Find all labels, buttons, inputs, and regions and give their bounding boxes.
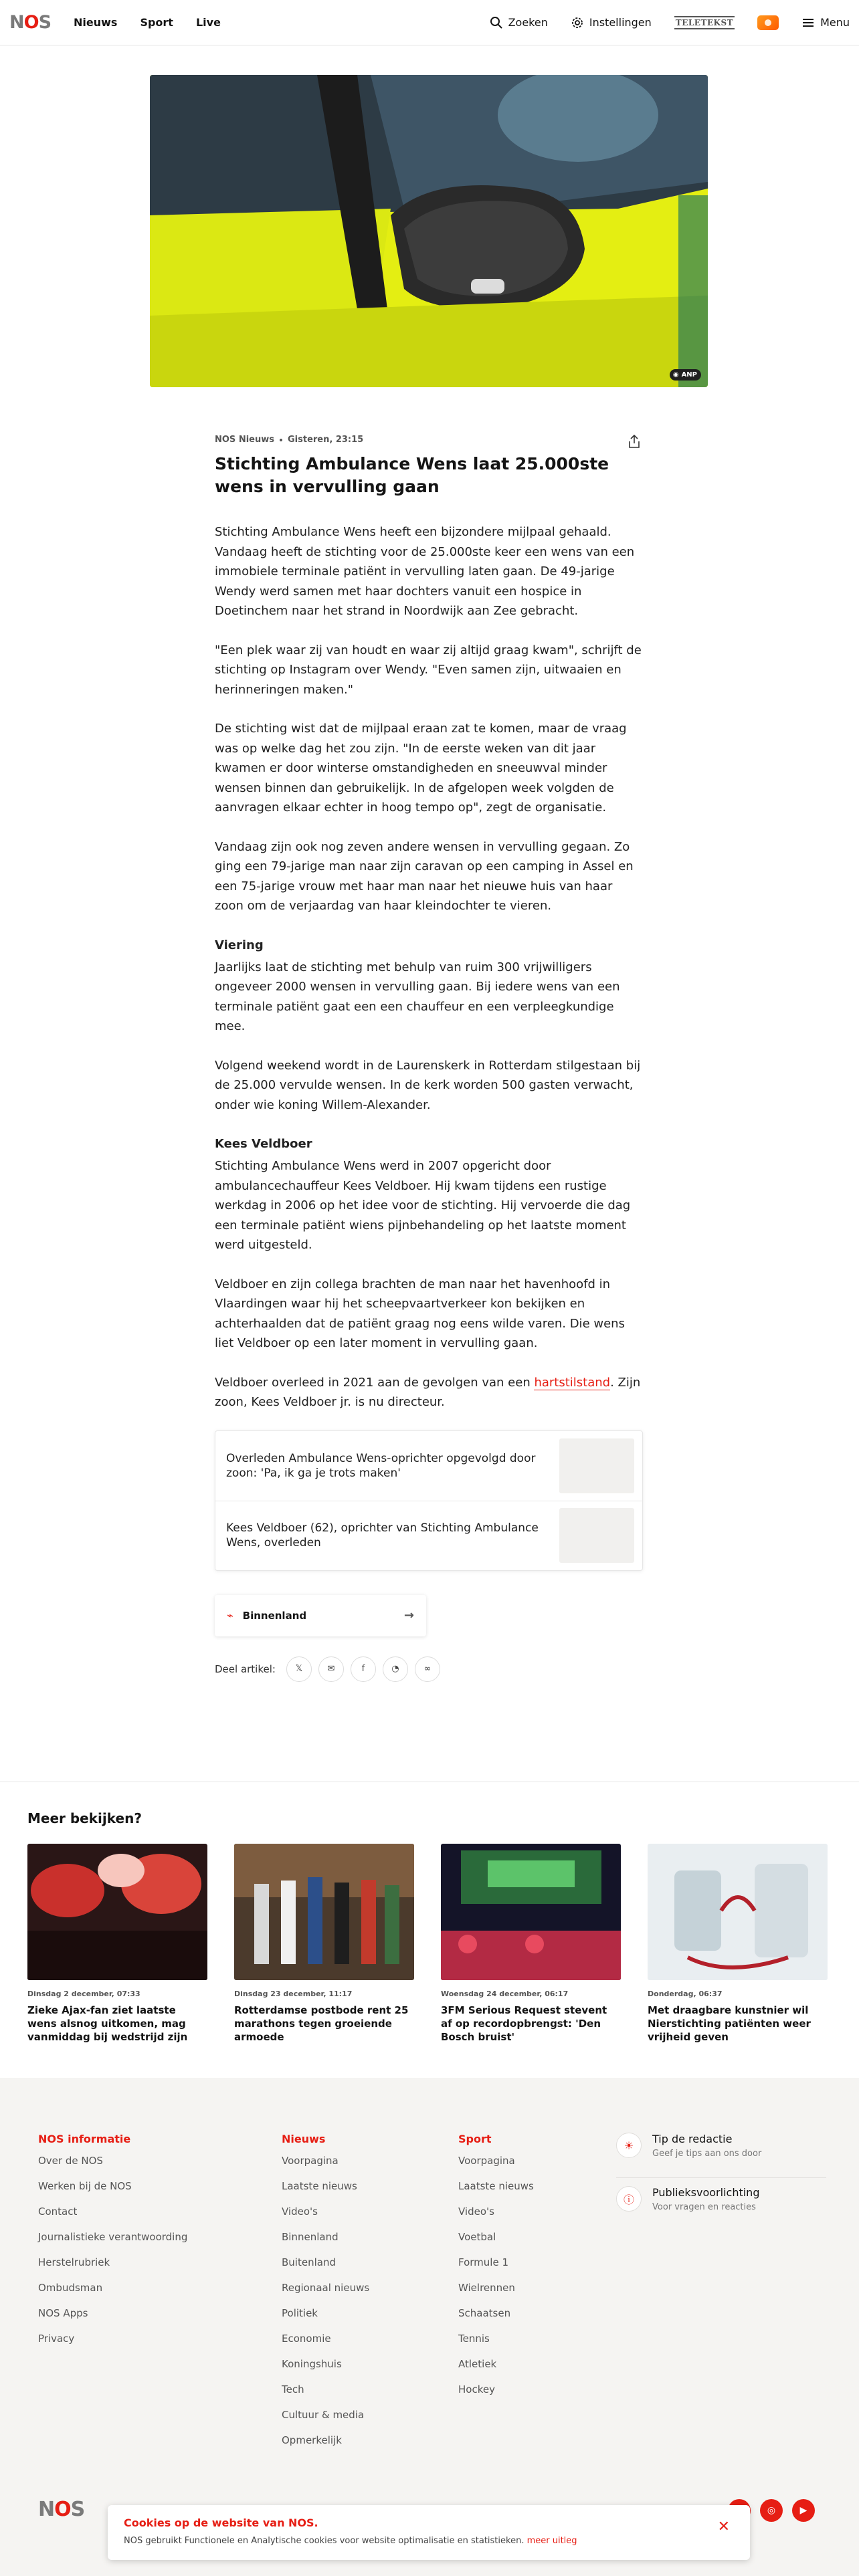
article-body bbox=[215, 522, 643, 1412]
paragraph: Stichting Ambulance Wens werd in 2007 opgericht door ambulancechauffeur Kees Veldboer. Hij kwam tijdens een rustige werkdag in 2006 op het idee voor de stichting. Hij vervoerde die dag een terminale patiënt wiens pijnbehandeling op het laatste moment werd uitgesteld. bbox=[215, 1159, 631, 1252]
article-source: NOS Nieuws bbox=[215, 435, 274, 445]
footer-link[interactable]: Laatste nieuws bbox=[458, 2180, 534, 2192]
instagram-icon[interactable]: ◎ bbox=[760, 2499, 783, 2522]
footer-link[interactable]: Journalistieke verantwoording bbox=[38, 2231, 188, 2243]
settings-label: Instellingen bbox=[589, 16, 652, 29]
related-article-title: Kees Veldboer (62), oprichter van Stichting Ambulance Wens, overleden bbox=[226, 1521, 539, 1549]
whatsapp-icon[interactable]: ◔ bbox=[383, 1656, 408, 1682]
card-date: Woensdag 24 december, 06:17 bbox=[441, 1990, 569, 1998]
footer-col-sport bbox=[458, 2133, 534, 2409]
footer-link[interactable]: Schaatsen bbox=[458, 2307, 511, 2319]
footer-link[interactable]: Werken bij de NOS bbox=[38, 2180, 132, 2192]
footer-link[interactable]: Formule 1 bbox=[458, 2256, 508, 2268]
hero-image bbox=[150, 75, 708, 387]
footer-link[interactable]: Economie bbox=[282, 2333, 331, 2345]
footer-link[interactable]: Atletiek bbox=[458, 2358, 497, 2370]
paragraph: Vandaag zijn ook nog zeven andere wensen in vervulling gegaan. Zo ging een 79-jarige man naar zijn caravan op een camping in Assel en een 75-jarige vrouw met haar man naar het nieuwe huis van haar zoon om de verjaardag van haar kleindochter te vieren. bbox=[215, 839, 634, 913]
footer-link[interactable]: Tech bbox=[282, 2383, 304, 2395]
paragraph: Jaarlijks laat de stichting met behulp van ruim 300 vrijwilligers ongeveer 2000 wensen in vervulling gaan. Bij iedere wens van een terminale patiënt gaat een een chauffeur en een verpleegkundige mee. bbox=[215, 960, 620, 1033]
tag-binnenland[interactable] bbox=[215, 1595, 426, 1636]
photo-credit bbox=[670, 369, 701, 381]
youtube-icon[interactable]: ▶ bbox=[792, 2499, 815, 2522]
related-article-title: Overleden Ambulance Wens-oprichter opgevolgd door zoon: 'Pa, ik ga je trots maken' bbox=[226, 1451, 536, 1480]
card-image bbox=[648, 1844, 828, 1980]
tip-de-redactie-link[interactable] bbox=[616, 2133, 826, 2168]
tip-subtitle: Geef je tips aan ons door bbox=[652, 2149, 762, 2159]
footer-link[interactable]: Video's bbox=[282, 2206, 318, 2218]
hartstilstand-link[interactable]: hartstilstand bbox=[534, 1375, 611, 1390]
footer-link[interactable]: Wielrennen bbox=[458, 2282, 515, 2294]
npo-logo[interactable] bbox=[757, 15, 779, 30]
article-card[interactable] bbox=[648, 1844, 828, 2044]
footer-link[interactable]: Hockey bbox=[458, 2383, 495, 2395]
mail-icon[interactable]: ✉ bbox=[318, 1656, 344, 1682]
footer-link[interactable]: Voetbal bbox=[458, 2231, 496, 2243]
footer-link[interactable]: Herstelrubriek bbox=[38, 2256, 110, 2268]
teletekst-link[interactable]: TELETEKST bbox=[674, 16, 735, 29]
cookie-banner bbox=[108, 2505, 750, 2560]
footer-link[interactable]: Ombudsman bbox=[38, 2282, 103, 2294]
footer-heading: Nieuws bbox=[282, 2133, 326, 2145]
close-icon[interactable]: ✕ bbox=[717, 2518, 730, 2535]
footer-link[interactable]: Binnenland bbox=[282, 2231, 339, 2243]
paragraph: De stichting wist dat de mijlpaal eraan zat te komen, maar de vraag was op welke dag het zou zijn. "In de eerste weken van dit jaar kwamen er door winterse omstandigheden en sneeuwval minder wensen binnen dan gebruikelijk. In de afgelopen week volgden de aanvragen elkaar echter in hoog tempo op", zegt de organisatie. bbox=[215, 722, 627, 815]
footer-link[interactable]: Opmerkelijk bbox=[282, 2434, 342, 2446]
footer-link[interactable]: Tennis bbox=[458, 2333, 490, 2345]
card-title: Met draagbare kunstnier wil Nierstichting patiënten weer vrijheid geven bbox=[648, 2004, 811, 2043]
card-date: Donderdag, 06:37 bbox=[648, 1990, 723, 1998]
last-text-before: Veldboer overleed in 2021 aan de gevolgen van een bbox=[215, 1375, 535, 1390]
article-card[interactable] bbox=[441, 1844, 621, 2044]
footer-link[interactable]: Voorpagina bbox=[458, 2155, 515, 2167]
card-title: Zieke Ajax-fan ziet laatste wens alsnog uitkomen, mag vanmiddag bij wedstrijd zijn bbox=[27, 2004, 188, 2043]
footer-link[interactable]: Over de NOS bbox=[38, 2155, 103, 2167]
card-title: 3FM Serious Request stevent af op recordopbrengst: 'Den Bosch bruist' bbox=[441, 2004, 607, 2043]
info-icon: ⓘ bbox=[616, 2186, 642, 2212]
menu-label: Menu bbox=[820, 16, 850, 29]
pv-subtitle: Voor vragen en reacties bbox=[652, 2202, 756, 2212]
cookie-text bbox=[124, 2536, 734, 2546]
subheading-veldboer: Kees Veldboer bbox=[215, 1137, 312, 1151]
related-articles bbox=[215, 1430, 643, 1571]
pv-title: Publieksvoorlichting bbox=[652, 2186, 760, 2199]
arrow-right-icon: → bbox=[403, 1608, 414, 1622]
footer bbox=[0, 2078, 859, 2576]
link-icon[interactable]: ∞ bbox=[415, 1656, 440, 1682]
photo-credit-label: ANP bbox=[681, 371, 697, 379]
lightbulb-icon: ☀ bbox=[616, 2133, 642, 2158]
footer-logo: NOS bbox=[38, 2498, 85, 2521]
card-date: Dinsdag 2 december, 07:33 bbox=[27, 1990, 140, 1998]
footer-link[interactable]: Buitenland bbox=[282, 2256, 336, 2268]
tag-icon: ⌁ bbox=[227, 1609, 233, 1622]
cookie-title: Cookies op de website van NOS. bbox=[124, 2516, 318, 2529]
tip-title: Tip de redactie bbox=[652, 2133, 733, 2145]
search-button[interactable] bbox=[490, 16, 548, 29]
nos-logo[interactable]: NOS bbox=[9, 12, 52, 33]
npo-dot bbox=[765, 19, 771, 26]
paragraph-last bbox=[215, 1373, 643, 1412]
subheading-viering: Viering bbox=[215, 938, 264, 952]
meta-separator bbox=[280, 439, 282, 441]
search-label: Zoeken bbox=[508, 16, 548, 29]
main-nav bbox=[74, 16, 221, 29]
article-card[interactable] bbox=[27, 1844, 207, 2044]
nav-live[interactable]: Live bbox=[195, 16, 221, 29]
menu-icon bbox=[801, 16, 815, 29]
paragraph: "Een plek waar zij van houdt en waar zij altijd graag kwam", schrijft de stichting op Instagram over Wendy. "Even samen zijn, uitwaaien en herinneringen maken." bbox=[215, 643, 642, 697]
related-article-thumbnail bbox=[559, 1508, 634, 1563]
card-date: Dinsdag 23 december, 11:17 bbox=[234, 1990, 353, 1998]
footer-link[interactable]: Koningshuis bbox=[282, 2358, 342, 2370]
paragraph: Stichting Ambulance Wens heeft een bijzondere mijlpaal gehaald. Vandaag heeft de stichting voor de 25.000ste keer een wens van een immobiele terminale patiënt in vervulling laten gaan. De 49-jarige Wendy werd samen met haar dochters vanuit een hospice in Doetinchem naar het strand in Noordwijk aan Zee gebracht. bbox=[215, 525, 635, 618]
paragraph: Volgend weekend wordt in de Laurenskerk in Rotterdam stilgestaan bij de 25.000 vervulde wensen. In de kerk worden 500 gasten verwacht, onder wie koning Willem-Alexander. bbox=[215, 1058, 641, 1112]
share-label: Deel artikel: bbox=[215, 1662, 276, 1675]
card-list bbox=[27, 1844, 832, 2044]
facebook-icon[interactable]: f bbox=[351, 1656, 376, 1682]
article-title: Stichting Ambulance Wens laat 25.000ste wens in vervulling gaan bbox=[215, 454, 609, 496]
tip-text bbox=[652, 2133, 761, 2159]
ambulance-photo bbox=[150, 75, 708, 387]
tag-label: Binnenland bbox=[242, 1609, 307, 1622]
article-card[interactable] bbox=[234, 1844, 414, 2044]
footer-link[interactable]: Regionaal nieuws bbox=[282, 2282, 370, 2294]
footer-heading: Sport bbox=[458, 2133, 492, 2145]
card-image bbox=[234, 1844, 414, 1980]
settings-button[interactable] bbox=[571, 16, 652, 29]
right-nav bbox=[490, 15, 850, 30]
menu-button[interactable] bbox=[801, 16, 850, 29]
footer-link[interactable]: Video's bbox=[458, 2206, 494, 2218]
camera-icon: ◉ bbox=[672, 371, 679, 379]
article-timestamp: Gisteren, 23:15 bbox=[287, 435, 364, 445]
article-meta bbox=[215, 435, 643, 445]
nav-sport[interactable]: Sport bbox=[140, 16, 173, 29]
search-icon bbox=[490, 16, 503, 29]
footer-link[interactable]: Contact bbox=[38, 2206, 78, 2218]
footer-col-nieuws bbox=[282, 2133, 369, 2460]
more-articles bbox=[27, 1810, 832, 2044]
related-article[interactable] bbox=[215, 1431, 642, 1501]
more-heading: Meer bekijken? bbox=[27, 1810, 142, 1826]
footer-link[interactable]: Politiek bbox=[282, 2307, 318, 2319]
footer-link[interactable]: Privacy bbox=[38, 2333, 75, 2345]
share-row bbox=[215, 1656, 643, 1682]
publieksvoorlichting-link[interactable] bbox=[616, 2177, 826, 2222]
card-image bbox=[27, 1844, 207, 1980]
last-text-after: . Zijn zoon, Kees Veldboer jr. is nu directeur. bbox=[215, 1375, 641, 1409]
article bbox=[215, 435, 643, 1682]
pv-text bbox=[652, 2186, 759, 2212]
footer-link[interactable]: NOS Apps bbox=[38, 2307, 88, 2319]
footer-link[interactable]: Laatste nieuws bbox=[282, 2180, 357, 2192]
footer-col-nos-informatie bbox=[38, 2133, 187, 2358]
related-article-thumbnail bbox=[559, 1438, 634, 1493]
card-title: Rotterdamse postbode rent 25 marathons tegen groeiende armoede bbox=[234, 2004, 409, 2043]
footer-info bbox=[616, 2133, 826, 2231]
cookie-body: NOS gebruikt Functionele en Analytische cookies voor website optimalisatie en statistieken. bbox=[124, 2536, 527, 2546]
card-image bbox=[441, 1844, 621, 1980]
footer-link[interactable]: Voorpagina bbox=[282, 2155, 339, 2167]
gear-icon bbox=[571, 16, 584, 29]
paragraph: Veldboer en zijn collega brachten de man naar het havenhoofd in Vlaardingen waar hij het scheepvaartverkeer kon bekijken en achterhaalden dat de patiënt graag nog eens wilde varen. Die wens liet Veldboer op een later moment in vervulling gaan. bbox=[215, 1277, 625, 1350]
cookie-more-link[interactable]: meer uitleg bbox=[527, 2536, 577, 2546]
related-article[interactable] bbox=[215, 1501, 642, 1570]
top-navigation-bar bbox=[0, 0, 859, 45]
footer-heading: NOS informatie bbox=[38, 2133, 131, 2145]
nav-nieuws[interactable]: Nieuws bbox=[74, 16, 118, 29]
footer-link[interactable]: Cultuur & media bbox=[282, 2409, 365, 2421]
x-icon[interactable]: 𝕏 bbox=[286, 1656, 312, 1682]
